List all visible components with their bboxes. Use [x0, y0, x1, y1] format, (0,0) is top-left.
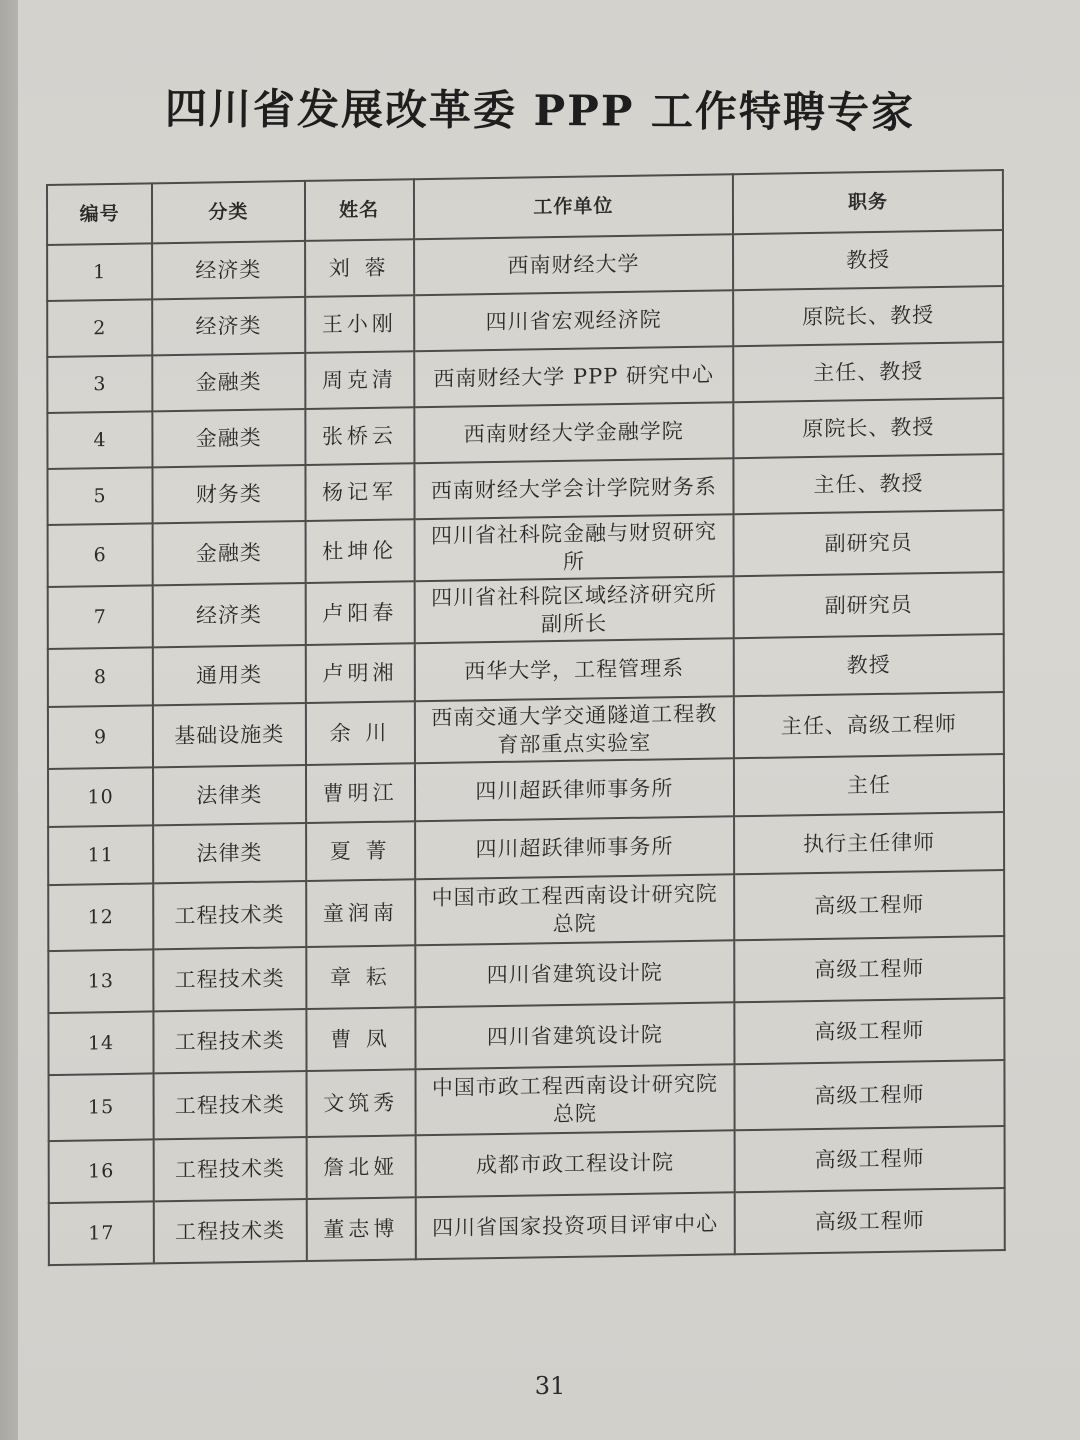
cell-category: 法律类 [153, 823, 306, 883]
cell-no: 13 [48, 949, 153, 1013]
header-no: 编号 [47, 183, 152, 245]
cell-no: 15 [49, 1073, 154, 1141]
cell-name: 杨记军 [305, 463, 414, 521]
table-body [47, 230, 1005, 1265]
cell-no: 11 [48, 825, 153, 885]
cell-unit: 西南财经大学会计学院财务系 [414, 458, 733, 519]
cell-name: 夏 菁 [306, 821, 415, 881]
cell-unit: 四川省社科院金融与财贸研究所 [414, 514, 733, 581]
cell-name: 董志博 [306, 1197, 415, 1261]
cell-name: 张桥云 [305, 407, 414, 465]
cell-name: 杜坤伦 [305, 519, 414, 583]
cell-category: 金融类 [152, 409, 305, 467]
cell-category: 工程技术类 [153, 1009, 306, 1073]
cell-unit: 四川省宏观经济院 [414, 290, 733, 351]
cell-position: 主任、教授 [733, 454, 1003, 514]
cell-unit: 成都市政工程设计院 [415, 1130, 734, 1197]
cell-unit: 西南财经大学金融学院 [414, 402, 733, 463]
cell-no: 3 [47, 355, 152, 413]
cell-category: 法律类 [153, 765, 306, 825]
cell-unit: 四川省社科院区域经济研究所副所长 [414, 576, 733, 643]
cell-position: 执行主任律师 [734, 812, 1004, 874]
cell-no: 17 [49, 1201, 154, 1265]
cell-no: 14 [48, 1011, 153, 1075]
cell-category: 经济类 [152, 297, 305, 355]
cell-no: 4 [47, 411, 152, 469]
cell-no: 6 [48, 523, 153, 587]
cell-name: 王小刚 [305, 295, 414, 353]
cell-no: 2 [47, 299, 152, 357]
cell-unit: 西南财经大学 [414, 234, 733, 295]
cell-category: 金融类 [152, 353, 305, 411]
cell-position: 原院长、教授 [733, 398, 1003, 458]
cell-category: 经济类 [152, 241, 305, 299]
cell-unit: 四川省建筑设计院 [415, 1002, 734, 1069]
page-number: 31 [534, 1372, 566, 1400]
cell-no: 12 [48, 883, 153, 951]
cell-unit: 四川省国家投资项目评审中心 [415, 1192, 734, 1259]
cell-name: 刘 蓉 [305, 239, 414, 297]
cell-unit: 中国市政工程西南设计研究院总院 [415, 1064, 734, 1135]
cell-name: 童润南 [306, 879, 415, 947]
cell-unit: 西南交通大学交通隧道工程教育部重点实验室 [415, 696, 734, 763]
cell-category: 工程技术类 [154, 1071, 307, 1139]
cell-position: 高级工程师 [735, 1188, 1005, 1254]
header-unit: 工作单位 [414, 174, 733, 239]
cell-category: 经济类 [153, 583, 306, 647]
cell-category: 工程技术类 [153, 881, 306, 949]
page-title: 四川省发展改革委 PPP 工作特聘专家 [164, 84, 916, 137]
cell-unit: 西南财经大学 PPP 研究中心 [414, 346, 733, 407]
cell-no: 16 [49, 1139, 154, 1203]
cell-no: 10 [48, 767, 153, 827]
cell-no: 5 [47, 467, 152, 525]
cell-no: 9 [48, 705, 153, 769]
cell-position: 高级工程师 [735, 1060, 1005, 1130]
cell-position: 高级工程师 [734, 936, 1004, 1002]
cell-unit: 四川超跃律师事务所 [415, 758, 734, 821]
cell-unit: 西华大学，工程管理系 [414, 638, 733, 701]
cell-no: 7 [48, 585, 153, 649]
cell-name: 詹北娅 [306, 1135, 415, 1199]
cell-unit: 四川省建筑设计院 [415, 940, 734, 1007]
header-name: 姓名 [304, 179, 413, 241]
cell-position: 副研究员 [734, 572, 1004, 638]
cell-position: 副研究员 [734, 510, 1004, 576]
cell-position: 主任、教授 [733, 342, 1003, 402]
cell-unit: 中国市政工程西南设计研究院总院 [415, 874, 734, 945]
cell-position: 高级工程师 [735, 1126, 1005, 1192]
cell-name: 卢明湘 [305, 643, 414, 703]
cell-no: 1 [47, 243, 152, 301]
cell-name: 卢阳春 [305, 581, 414, 645]
cell-category: 财务类 [153, 465, 306, 523]
cell-name: 章 耘 [306, 945, 415, 1009]
cell-category: 基础设施类 [153, 703, 306, 767]
cell-name: 曹 凤 [306, 1007, 415, 1071]
cell-name: 曹明江 [306, 763, 415, 823]
cell-position: 高级工程师 [734, 998, 1004, 1064]
cell-category: 金融类 [153, 521, 306, 585]
cell-category: 工程技术类 [154, 1137, 307, 1201]
cell-position: 高级工程师 [734, 870, 1004, 940]
header-position: 职务 [733, 170, 1003, 234]
cell-position: 主任 [734, 754, 1004, 816]
cell-category: 工程技术类 [154, 1199, 307, 1263]
cell-position: 教授 [734, 634, 1004, 696]
cell-name: 余 川 [305, 701, 414, 765]
header-category: 分类 [152, 181, 305, 243]
cell-unit: 四川超跃律师事务所 [415, 816, 734, 879]
cell-category: 工程技术类 [153, 947, 306, 1011]
cell-no: 8 [48, 647, 153, 707]
cell-name: 周克清 [305, 351, 414, 409]
experts-table-wrapper [46, 168, 1048, 1266]
cell-category: 通用类 [153, 645, 306, 705]
cell-position: 原院长、教授 [733, 286, 1003, 346]
cell-name: 文筑秀 [306, 1069, 415, 1137]
experts-table [46, 169, 1006, 1266]
cell-position: 教授 [733, 230, 1003, 290]
cell-position: 主任、高级工程师 [734, 692, 1004, 758]
